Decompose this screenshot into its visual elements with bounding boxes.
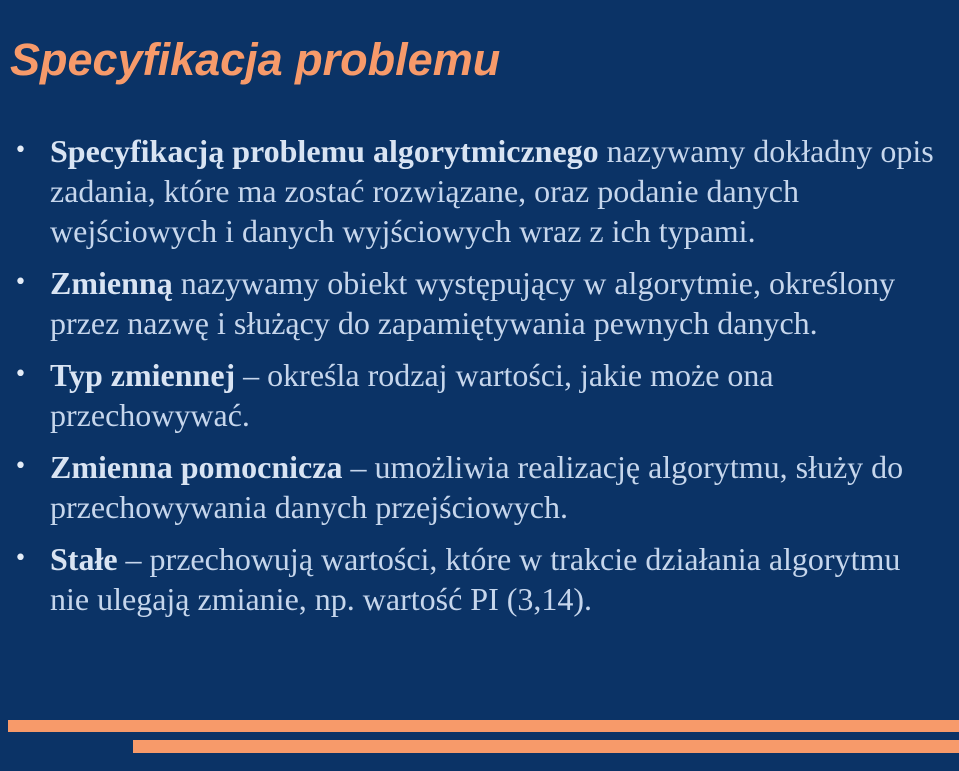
bullet-text: – umożliwia realizację algorytmu, służy do przechowywania danych przejściowych. (50, 449, 904, 525)
bullet-item (14, 263, 940, 343)
bullet-dot-icon: • (14, 270, 27, 295)
bullet-text: nazywamy obiekt występujący w algorytmie, określony przez nazwę i służący do zapamiętywania pewnych danych. (50, 265, 896, 341)
bullet-dot-icon: • (14, 454, 27, 479)
slide-title: Specyfikacja problemu (10, 34, 501, 85)
bullet-text: nazywamy dokładny opis zadania, które ma zostać rozwiązane, oraz podanie danych wejściowych i danych wyjściowych wraz z ich typami. (50, 133, 934, 249)
bullet-text: – określa rodzaj wartości, jakie może ona przechowywać. (50, 357, 774, 433)
bullet-item (14, 447, 940, 527)
bullet-dot-icon: • (14, 546, 27, 571)
accent-rule-bottom (133, 740, 959, 753)
bullet-term: Typ zmiennej (50, 357, 236, 393)
bullet-dot-icon: • (14, 138, 27, 163)
bullet-term: Zmienna pomocnicza (50, 449, 343, 485)
accent-rule-top (8, 720, 959, 732)
bullet-term: Specyfikacją problemu algorytmicznego (50, 133, 599, 169)
bullet-term: Stałe (50, 541, 118, 577)
bullet-item (14, 131, 940, 251)
bullet-dot-icon: • (14, 362, 27, 387)
bullet-term: Zmienną (50, 265, 173, 301)
bullet-text: – przechowują wartości, które w trakcie działania algorytmu nie ulegają zmianie, np. wartość PI (3,14). (50, 541, 901, 617)
bullet-item (14, 355, 940, 435)
bullet-list (14, 131, 940, 631)
bullet-item (14, 539, 940, 619)
